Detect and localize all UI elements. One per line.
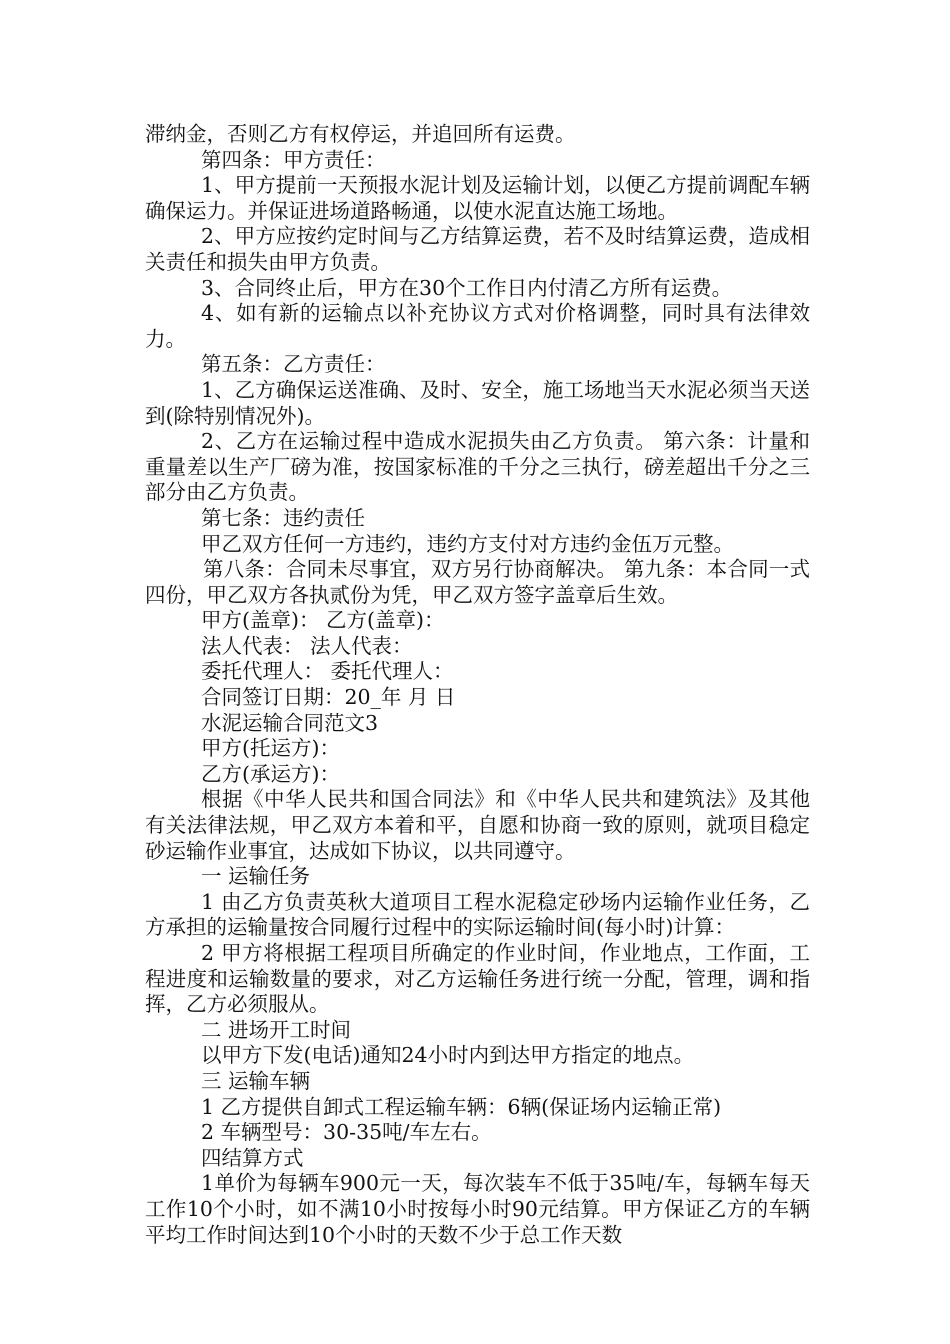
signature-date: 合同签订日期：20_年 月 日: [201, 685, 456, 710]
party-b-line: 乙方(承运方)：: [201, 761, 340, 786]
paragraph: 4、如有新的运输点以补充协议方式对价格调整，同时具有法律效力。: [145, 301, 810, 351]
section-heading: 第四条：甲方责任：: [201, 147, 386, 172]
paragraph: 甲乙双方任何一方违约，违约方支付对方违约金伍万元整。: [201, 531, 734, 556]
document-title: 水泥运输合同范文3: [201, 710, 379, 735]
section-heading: 一 运输任务: [201, 864, 311, 889]
section-heading: 三 运输车辆: [201, 1068, 311, 1093]
paragraph: 2 甲方将根据工程项目所确定的作业时间，作业地点，工作面，工程进度和运输数量的要求，对乙方运输任务进行统一分配，管理，调和指挥，乙方必须服从。: [145, 941, 810, 1017]
signature-line: 甲方(盖章)： 乙方(盖章)：: [201, 608, 445, 633]
signature-line: 委托代理人： 委托代理人：: [201, 659, 454, 684]
paragraph: 2、乙方在运输过程中造成水泥损失由乙方负责。 第六条：计量和重量差以生产厂磅为准，按国家标准的千分之三执行，磅差超出千分之三部分由乙方负责。: [145, 429, 810, 505]
section-heading: 二 进场开工时间: [201, 1017, 352, 1042]
paragraph: 1单价为每辆车900元一天，每次装车不低于35吨/车，每辆车每天工作10个小时，如不满10小时按每小时90元结算。甲方保证乙方的车辆平均工作时间达到10个小时的天数不少于总工作天数: [145, 1171, 810, 1247]
party-a-line: 甲方(托运方)：: [201, 736, 340, 761]
paragraph: 1、甲方提前一天预报水泥计划及运输计划，以便乙方提前调配车辆确保运力。并保证进场道路畅通，以使水泥直达施工场地。: [145, 173, 810, 223]
paragraph: 滞纳金，否则乙方有权停运，并追回所有运费。: [145, 122, 576, 146]
section-heading: 第七条：违约责任: [201, 505, 365, 530]
paragraph: 2 车辆型号：30-35吨/车左右。: [201, 1120, 492, 1145]
signature-line: 法人代表： 法人代表：: [201, 633, 413, 658]
paragraph: 以甲方下发(电话)通知24小时内到达甲方指定的地点。: [201, 1043, 695, 1068]
section-heading: 四结算方式: [201, 1145, 304, 1170]
paragraph: 第八条：合同未尽事宜，双方另行协商解决。 第九条：本合同一式四份，甲乙双方各执贰份为凭，甲乙双方签字盖章后生效。: [145, 557, 810, 607]
paragraph: 根据《中华人民共和国合同法》和《中华人民共和建筑法》及其他有关法律法规，甲乙双方本着和平，自愿和协商一致的原则，就项目稳定砂运输作业事宜，达成如下协议，以共同遵守。: [145, 787, 810, 863]
section-heading: 第五条：乙方责任：: [201, 352, 386, 377]
contract-body: [145, 122, 810, 1248]
paragraph: 1、乙方确保运送准确、及时、安全，施工场地当天水泥必须当天送到(除特别情况外)。: [145, 377, 810, 428]
paragraph: 1 乙方提供自卸式工程运输车辆：6辆(保证场内运输正常): [201, 1094, 722, 1119]
paragraph: 3、合同终止后，甲方在30个工作日内付清乙方所有运费。: [201, 275, 733, 300]
paragraph: 1 由乙方负责英秋大道项目工程水泥稳定砂场内运输作业任务，乙方承担的运输量按合同履行过程中的实际运输时间(每小时)计算：: [145, 889, 810, 940]
paragraph: 2、甲方应按约定时间与乙方结算运费，若不及时结算运费，造成相关责任和损失由甲方负责。: [145, 224, 810, 274]
